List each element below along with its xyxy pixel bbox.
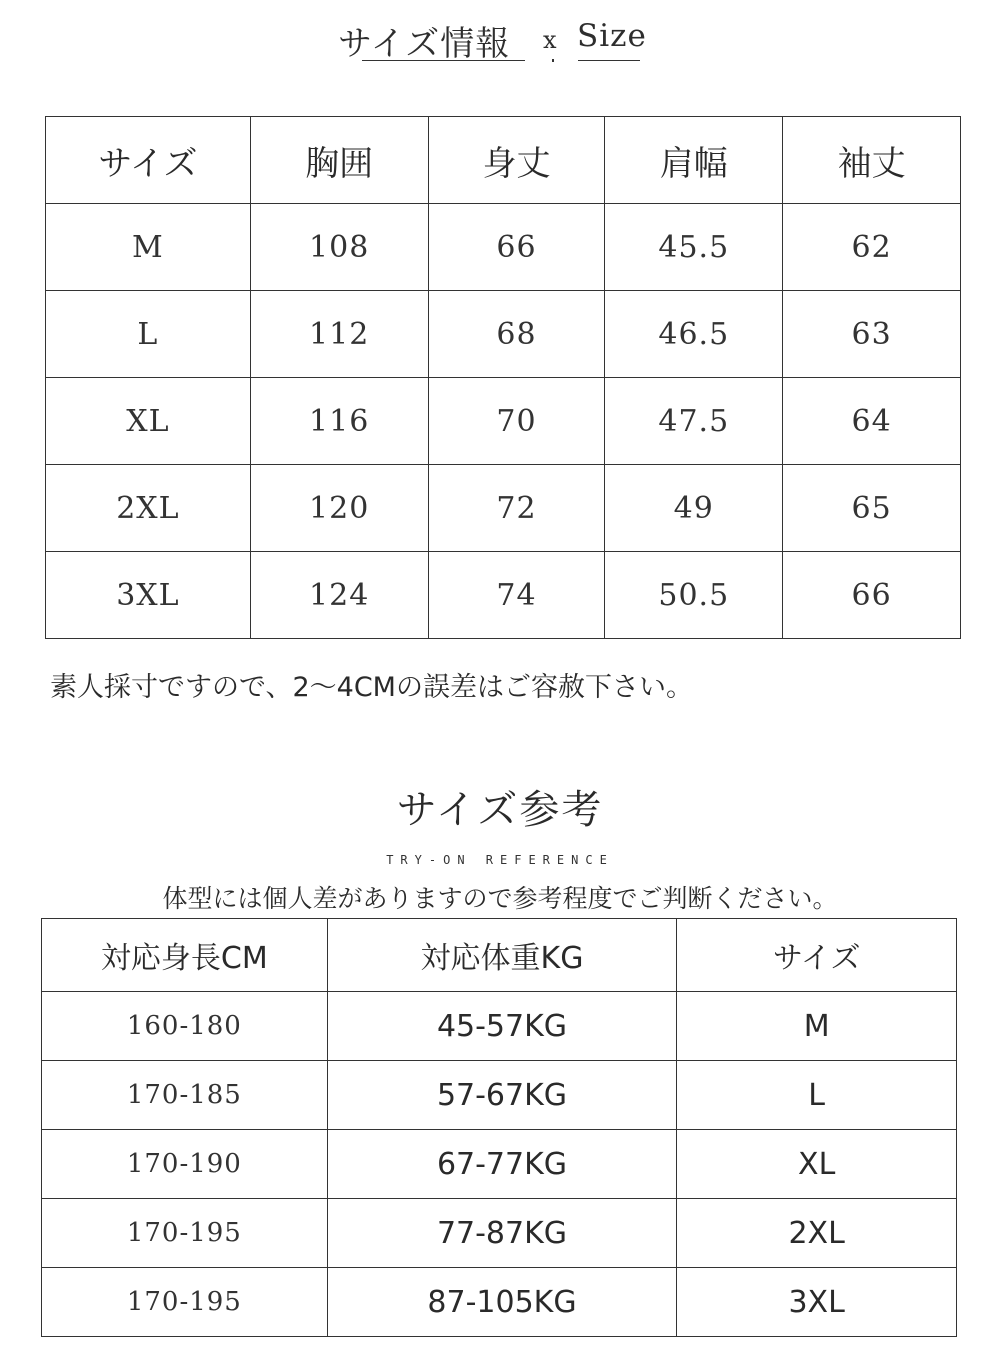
measurement-error-note: 素人採寸ですので、2～4CMの誤差はご容赦下さい。 <box>50 672 693 703</box>
size-measurement-table <box>45 116 961 639</box>
cell-size: 3XL <box>677 1268 957 1337</box>
cell-size: 2XL <box>677 1199 957 1268</box>
cell-size: M <box>46 204 251 291</box>
table-row <box>42 1199 957 1268</box>
cell-weight: 87-105KG <box>327 1268 677 1337</box>
cell-sleeve: 66 <box>783 552 961 639</box>
table-row <box>46 291 961 378</box>
cell-shoulder: 46.5 <box>605 291 783 378</box>
cell-shoulder: 45.5 <box>605 204 783 291</box>
reference-table-header-row <box>42 919 957 992</box>
cell-shoulder: 50.5 <box>605 552 783 639</box>
table-row <box>42 1268 957 1337</box>
header-height: 対応身長CM <box>42 919 328 992</box>
cell-chest: 116 <box>250 378 428 465</box>
cell-weight: 57-67KG <box>327 1061 677 1130</box>
size-table-header-row <box>46 117 961 204</box>
table-row <box>42 1130 957 1199</box>
cell-weight: 45-57KG <box>327 992 677 1061</box>
size-reference-title: サイズ参考 <box>396 787 604 833</box>
cell-chest: 124 <box>250 552 428 639</box>
cell-size: XL <box>46 378 251 465</box>
cell-sleeve: 62 <box>783 204 961 291</box>
cell-chest: 120 <box>250 465 428 552</box>
cell-sleeve: 63 <box>783 291 961 378</box>
header-size: サイズ <box>677 919 957 992</box>
table-row <box>46 378 961 465</box>
table-row <box>46 204 961 291</box>
size-info-title-x: x <box>543 26 557 54</box>
header-weight: 対応体重KG <box>327 919 677 992</box>
table-row <box>42 992 957 1061</box>
title-underline-left <box>362 60 525 61</box>
cell-size: M <box>677 992 957 1061</box>
cell-length: 66 <box>428 204 605 291</box>
header-size: サイズ <box>46 117 251 204</box>
cell-height: 170-195 <box>42 1199 328 1268</box>
cell-size: L <box>46 291 251 378</box>
cell-height: 170-190 <box>42 1130 328 1199</box>
size-reference-table <box>41 918 957 1337</box>
size-info-title-en: Size <box>577 18 647 54</box>
cell-sleeve: 65 <box>783 465 961 552</box>
body-type-note: 体型には個人差がありますので参考程度でご判断ください。 <box>162 884 838 913</box>
table-row <box>42 1061 957 1130</box>
cell-size: XL <box>677 1130 957 1199</box>
cell-weight: 77-87KG <box>327 1199 677 1268</box>
cell-shoulder: 49 <box>605 465 783 552</box>
cell-sleeve: 64 <box>783 378 961 465</box>
header-sleeve: 袖丈 <box>783 117 961 204</box>
cell-chest: 112 <box>250 291 428 378</box>
try-on-reference-subtitle: TRY-ON REFERENCE <box>386 853 614 867</box>
title-underline-dot <box>552 59 554 62</box>
title-underline-right <box>578 60 640 61</box>
table-row <box>46 465 961 552</box>
cell-size: L <box>677 1061 957 1130</box>
cell-length: 74 <box>428 552 605 639</box>
size-info-title <box>0 10 1000 70</box>
header-shoulder: 肩幅 <box>605 117 783 204</box>
cell-size: 2XL <box>46 465 251 552</box>
cell-height: 170-195 <box>42 1268 328 1337</box>
cell-length: 68 <box>428 291 605 378</box>
cell-height: 170-185 <box>42 1061 328 1130</box>
header-chest: 胸囲 <box>250 117 428 204</box>
size-info-title-jp: サイズ情報 <box>338 24 511 64</box>
cell-chest: 108 <box>250 204 428 291</box>
cell-height: 160-180 <box>42 992 328 1061</box>
cell-length: 70 <box>428 378 605 465</box>
header-length: 身丈 <box>428 117 605 204</box>
cell-weight: 67-77KG <box>327 1130 677 1199</box>
table-row <box>46 552 961 639</box>
cell-shoulder: 47.5 <box>605 378 783 465</box>
cell-length: 72 <box>428 465 605 552</box>
cell-size: 3XL <box>46 552 251 639</box>
